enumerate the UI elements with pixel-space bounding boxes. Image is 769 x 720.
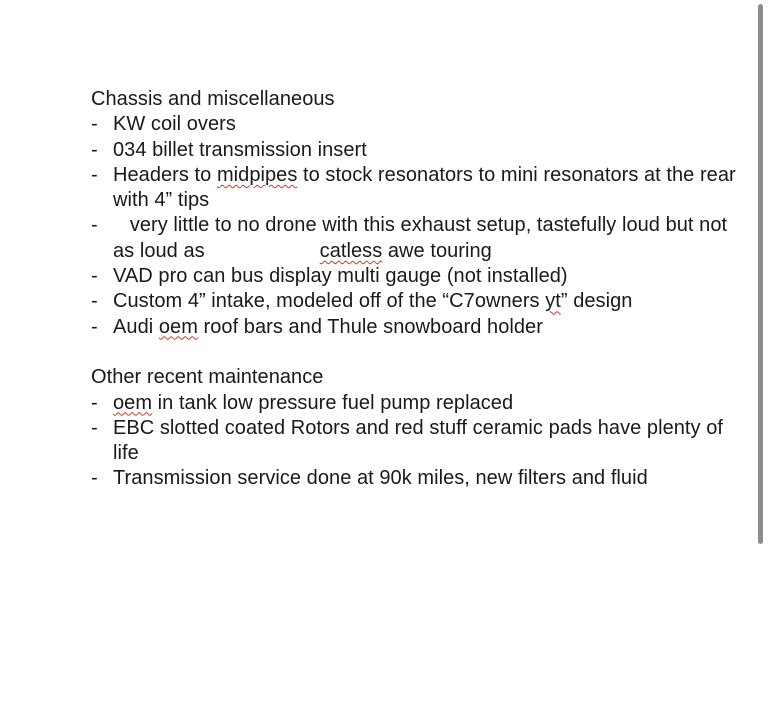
list-item: [91, 289, 751, 314]
dash-bullet: -: [91, 113, 98, 136]
item-text-start: very little to no drone with this exhaust setup, tastefully loud but not as loud as: [113, 214, 733, 262]
section-maintenance: [91, 365, 751, 491]
section-heading: Chassis and miscellaneous: [91, 88, 335, 110]
item-text: Transmission service done at 90k miles, new filters and fluid: [113, 467, 648, 490]
vertical-scrollbar[interactable]: [758, 4, 763, 544]
bullet-list: [91, 391, 751, 492]
list-item: [91, 315, 751, 340]
misspelled-word[interactable]: midpipes: [216, 163, 298, 186]
bullet-list: [91, 112, 751, 340]
dash-bullet: -: [91, 265, 98, 288]
list-item: [91, 466, 751, 491]
dash-bullet: -: [91, 290, 98, 313]
item-text-start: Audi: [113, 315, 159, 338]
misspelled-word[interactable]: oem: [158, 315, 198, 338]
dash-bullet: -: [91, 416, 98, 439]
item-text: 034 billet transmission insert: [113, 138, 367, 161]
item-text-start: Custom 4” intake, modeled off of the “C7owners: [113, 290, 546, 313]
list-item: [91, 391, 751, 416]
list-item: [91, 416, 751, 467]
item-text-end: awe touring: [382, 239, 492, 262]
list-item: [91, 163, 751, 214]
item-text-end: to stock resonators to mini resonators at the rear with 4” tips: [113, 163, 736, 212]
item-text-end: in tank low pressure fuel pump replaced: [152, 391, 514, 414]
section-chassis: [91, 87, 751, 340]
list-item: [91, 138, 751, 163]
item-text-start: Headers to: [113, 163, 217, 186]
dash-bullet: -: [91, 391, 98, 414]
dash-bullet: -: [91, 214, 98, 237]
list-item: [91, 213, 751, 264]
list-item: [91, 112, 751, 137]
section-heading: Other recent maintenance: [91, 366, 324, 389]
list-item: [91, 264, 751, 289]
blank-line: [91, 340, 751, 365]
dash-bullet: -: [91, 163, 98, 186]
notes-document: [91, 87, 751, 492]
dash-bullet: -: [91, 138, 98, 161]
misspelled-word[interactable]: catless: [319, 239, 383, 262]
dash-bullet: -: [91, 467, 98, 490]
misspelled-word[interactable]: yt: [545, 290, 561, 313]
item-text: KW coil overs: [113, 113, 236, 136]
item-text-end: roof bars and Thule snowboard holder: [197, 315, 543, 338]
item-text-end: ” design: [560, 290, 633, 313]
misspelled-word[interactable]: oem: [113, 391, 153, 414]
item-text: EBC slotted coated Rotors and red stuff ceramic pads have plenty of life: [113, 416, 723, 465]
dash-bullet: -: [91, 315, 98, 338]
item-text: VAD pro can bus display multi gauge (not installed): [113, 265, 568, 288]
